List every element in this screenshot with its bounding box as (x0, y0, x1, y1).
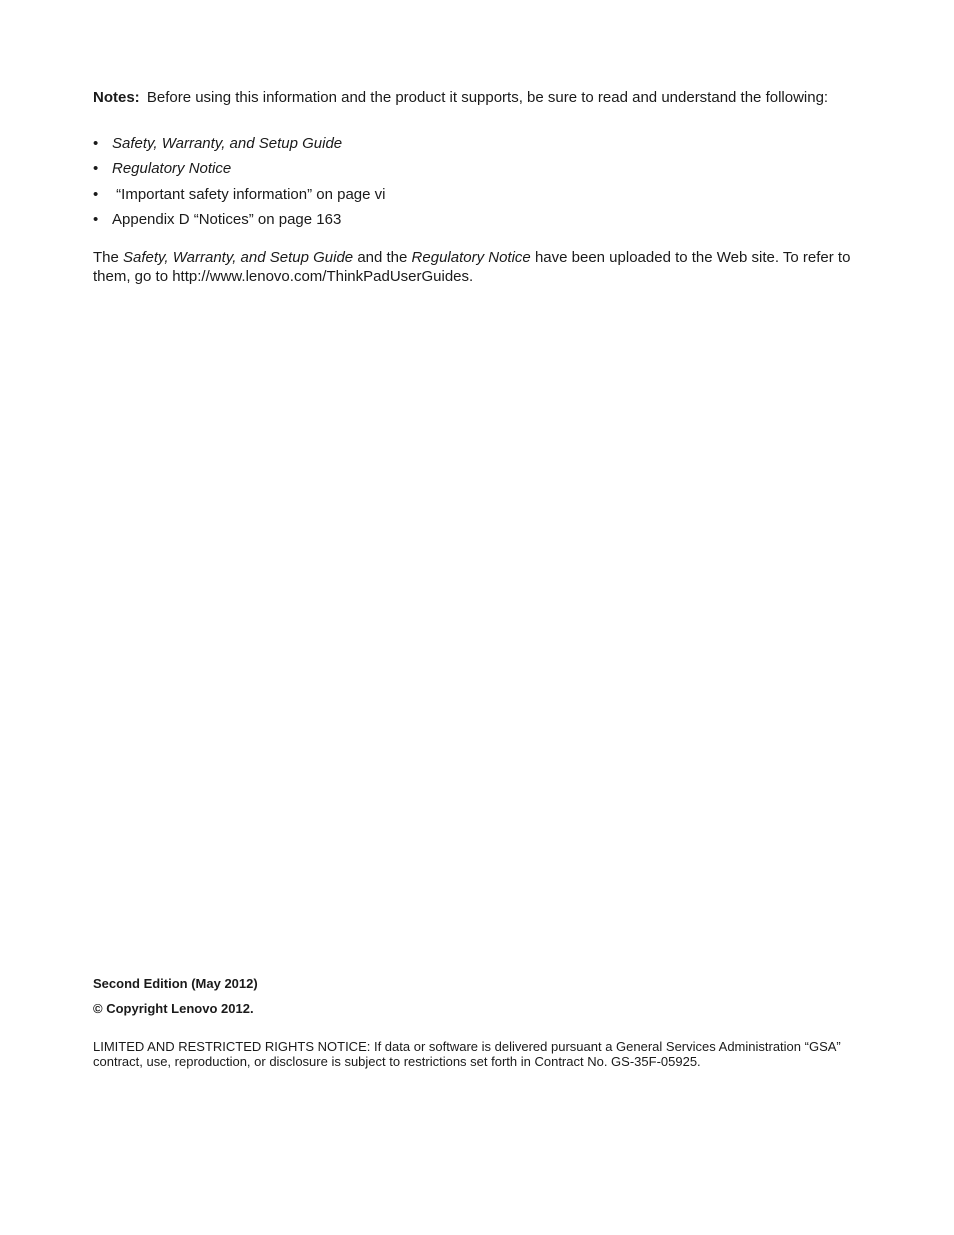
guide-title: Safety, Warranty, and Setup Guide (123, 249, 354, 266)
list-item (93, 186, 385, 211)
uploaded-text-3: have been uploaded to the Web site. To refer to them, go to http://www.lenovo.com/ThinkPadUserGuides. (93, 249, 851, 285)
bullet-glyph: • (93, 185, 99, 203)
uploaded-text-2: and the (353, 249, 412, 266)
uploaded-paragraph (93, 248, 853, 286)
list-item-text: Safety, Warranty, and Setup Guide (112, 135, 343, 152)
list-item-text: “Important safety information” on page vi (112, 185, 386, 203)
list-item (93, 135, 385, 160)
list-item (93, 160, 385, 185)
bullet-glyph: • (93, 210, 99, 228)
notes-paragraph (93, 89, 833, 107)
list-item-text: Appendix D “Notices” on page 163 (112, 210, 342, 228)
bullet-glyph: • (93, 135, 99, 152)
rights-notice: LIMITED AND RESTRICTED RIGHTS NOTICE: If data or software is delivered pursuant a General Services Administration “GSA” contract, use, reproduction, or disclosure is subject to restrictions set forth in Contract No. GS-35F-05925. (93, 1039, 841, 1069)
list-item (93, 211, 385, 236)
notes-text: Before using this information and the product it supports, be sure to read and understand the following: (146, 89, 829, 106)
copyright-line: © Copyright Lenovo 2012. (93, 1001, 254, 1016)
uploaded-text-1: The (93, 249, 124, 266)
notice-title: Regulatory Notice (411, 249, 531, 266)
reading-list (93, 135, 385, 236)
edition-line: Second Edition (May 2012) (93, 976, 258, 991)
list-item-text: Regulatory Notice (112, 160, 232, 178)
notes-label: Notes: (93, 89, 140, 106)
bullet-glyph: • (93, 160, 99, 178)
